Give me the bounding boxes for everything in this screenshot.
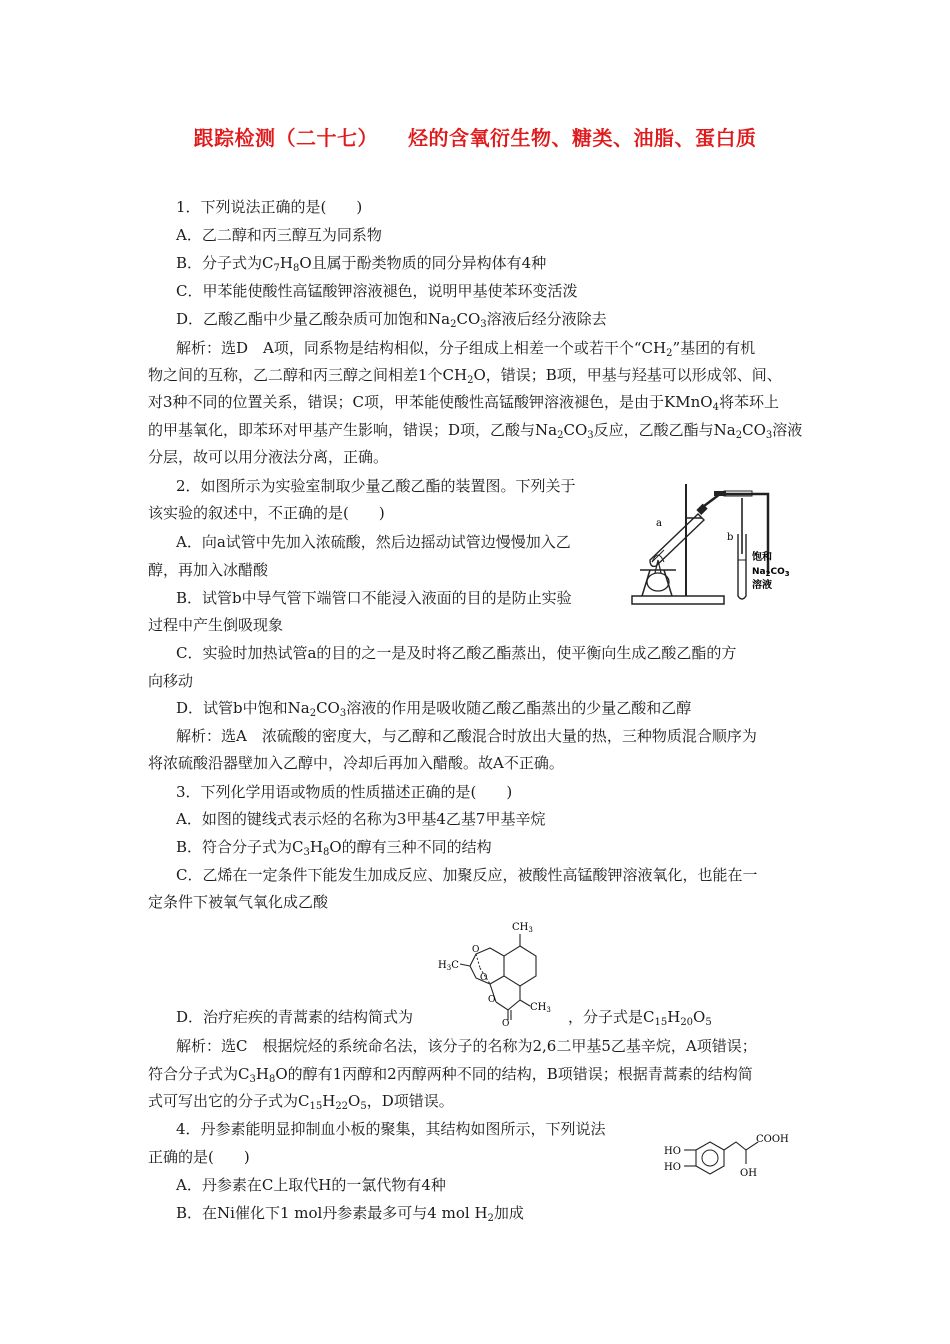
q3-option-d: D．治疗疟疾的青蒿素的结构简式为: [176, 1008, 414, 1026]
q1-analysis-line3: 对3种不同的位置关系，错误；C项，甲苯能使酸性高锰酸钾溶液褪色，是由于KMnO$_4$将苯环上: [148, 393, 779, 413]
page-title: [0, 122, 950, 151]
q1-analysis-line4: 的甲基氧化，即苯环对甲基产生影响，错误；D项，乙酸与$Na_2CO_3$反应，乙酸乙酯与$Na_2CO_3$溶液: [148, 421, 803, 441]
label-na2co3: $Na_2CO_3$: [752, 567, 790, 578]
svg-text:O: O: [488, 995, 496, 1005]
q1-stem: 1．下列说法正确的是( ): [176, 198, 363, 216]
q3-option-a: A．如图的键线式表示烃的名称为3甲基4乙基7甲基辛烷: [176, 810, 546, 828]
label-saturated: 饱和: [752, 552, 772, 563]
q2-analysis-line2: 将浓硫酸沿器壁加入乙醇中，冷却后再加入醋酸。故A不正确。: [148, 754, 564, 772]
q3-option-b: B．符合分子式为$C_3H_8O$的醇有三种不同的结构: [176, 838, 492, 858]
q3-stem: 3．下列化学用语或物质的性质描述正确的是( ): [176, 783, 513, 801]
svg-text:O: O: [480, 973, 488, 983]
svg-text:HO: HO: [664, 1162, 681, 1173]
svg-text:COOH: COOH: [756, 1134, 789, 1145]
q3-analysis-line1: 解析：选C 根据烷烃的系统命名法，该分子的名称为2,6二甲基5乙基辛烷，A项错误；: [176, 1037, 757, 1055]
label-a: a: [656, 518, 662, 529]
q3-option-d-formula: ，分子式是$C_{15}H_{20}O_5$: [568, 1008, 712, 1028]
q3-analysis-line3: 式可写出它的分子式为$C_{15}H_{22}O_5$，D项错误。: [148, 1092, 454, 1112]
q1-option-b: B．分子式为$C_7H_8O$且属于酚类物质的同分异构体有4种: [176, 254, 547, 274]
q1-option-a: A．乙二醇和丙三醇互为同系物: [176, 226, 382, 244]
label-b: b: [727, 532, 734, 543]
q2-option-b-line2: 过程中产生倒吸现象: [148, 616, 284, 634]
svg-text:CH3: $CH_3$: [512, 922, 533, 934]
title-left: 跟踪检测（二十七）: [193, 126, 378, 150]
svg-text:H3C: $H_3C$: [438, 960, 459, 972]
q2-analysis-line1: 解析：选A 浓硫酸的密度大，与乙醇和乙酸混合时放出大量的热，三种物质混合顺序为: [176, 727, 757, 745]
q4-stem-line1: 4．丹参素能明显抑制血小板的聚集，其结构如图所示，下列说法: [176, 1120, 606, 1138]
q2-option-b-line1: B．试管b中导气管下端管口不能浸入液面的目的是防止实验: [176, 589, 572, 607]
apparatus-figure: [628, 478, 803, 608]
q3-option-c-line2: 定条件下被氧气氧化成乙酸: [148, 893, 329, 911]
q2-option-c-line1: C．实验时加热试管a的目的之一是及时将乙酸乙酯蒸出，使平衡向生成乙酸乙酯的方: [176, 644, 737, 662]
svg-text:CH3: $CH_3$: [530, 1002, 551, 1014]
q4-option-b: B．在Ni催化下1 mol丹参素最多可与4 mol $H_2$加成: [176, 1204, 524, 1224]
svg-text:O: O: [502, 1019, 510, 1026]
q1-analysis-line1: 解析：选D A项，同系物是结构相似，分子组成上相差一个或若干个“$CH_2$”基团的有机: [176, 339, 756, 359]
q1-analysis-line2: 物之间的互称，乙二醇和丙三醇之间相差1个$CH_2O$，错误；B项，甲基与羟基可以形成邻、间、: [148, 366, 782, 386]
q2-option-a-line1: A．向a试管中先加入浓硫酸，然后边摇动试管边慢慢加入乙: [176, 533, 571, 551]
q2-stem-line2: 该实验的叙述中，不正确的是( ): [148, 504, 385, 522]
danshensu-structure: [664, 1124, 804, 1186]
q1-option-d: D．乙酸乙酯中少量乙酸杂质可加饱和$Na_2CO_3$溶液后经分液除去: [176, 310, 607, 330]
title-right: 烃的含氧衍生物、糖类、油脂、蛋白质: [408, 126, 757, 150]
q1-option-c: C．甲苯能使酸性高锰酸钾溶液褪色，说明甲基使苯环变活泼: [176, 282, 578, 300]
svg-text:O: O: [472, 945, 480, 955]
q2-option-d: D．试管b中饱和$Na_2CO_3$溶液的作用是吸收随乙酸乙酯蒸出的少量乙酸和乙醇: [176, 699, 692, 719]
q1-analysis-line5: 分层，故可以用分液法分离，正确。: [148, 448, 389, 466]
q4-stem-line2: 正确的是( ): [148, 1148, 250, 1166]
q2-option-a-line2: 醇，再加入冰醋酸: [148, 561, 269, 579]
q4-option-a: A．丹参素在C上取代H的一氯代物有4种: [176, 1176, 446, 1194]
svg-text:OH: OH: [740, 1168, 757, 1179]
label-solution: 溶液: [752, 580, 772, 591]
q3-option-c-line1: C．乙烯在一定条件下能发生加成反应、加聚反应，被酸性高锰酸钾溶液氧化，也能在一: [176, 866, 758, 884]
q2-option-c-line2: 向移动: [148, 672, 194, 690]
q3-analysis-line2: 符合分子式为$C_3H_8O$的醇有1丙醇和2丙醇两种不同的结构，B项错误；根据青蒿素的结构简: [148, 1065, 753, 1085]
q2-stem-line1: 2．如图所示为实验室制取少量乙酸乙酯的装置图。下列关于: [176, 477, 576, 495]
svg-text:HO: HO: [664, 1146, 681, 1157]
artemisinin-structure: [436, 916, 556, 1026]
